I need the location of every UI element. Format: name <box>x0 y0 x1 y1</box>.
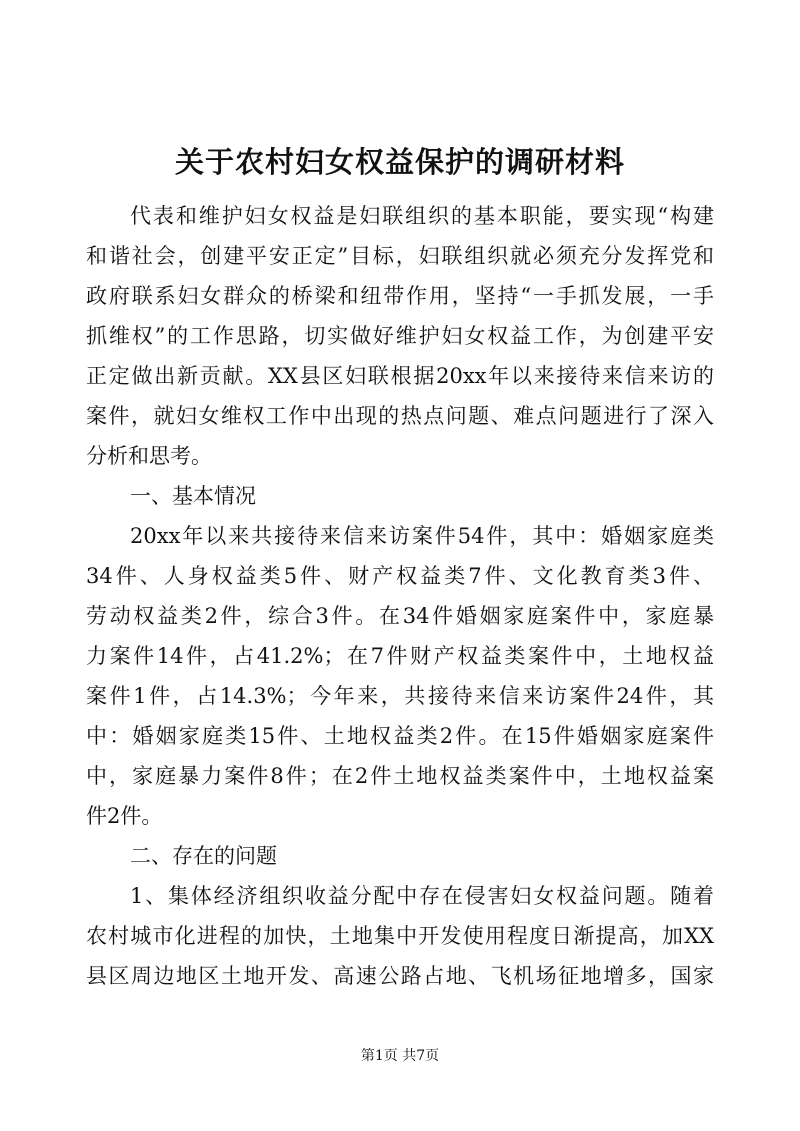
paragraph-line: 件2件。 <box>86 804 163 828</box>
paragraph-line: 抓维权”的工作思路，切实做好维护妇女权益工作，为创建平安 <box>86 324 714 348</box>
paragraph-line: 案件1件，占14.3%；今年来，共接待来信来访案件24件，其 <box>86 684 714 708</box>
document-title: 关于农村妇女权益保护的调研材料 <box>174 145 625 179</box>
paragraph-line: 正定做出新贡献。XX县区妇联根据20xx年以来接待来信来访的 <box>86 364 714 388</box>
paragraph-line: 县区周边地区土地开发、高速公路占地、飞机场征地增多，国家 <box>86 964 714 988</box>
paragraph-line: 20xx年以来共接待来信来访案件54件，其中：婚姻家庭类 <box>130 524 714 548</box>
paragraph-line: 和谐社会，创建平安正定”目标，妇联组织就必须充分发挥党和 <box>86 244 714 268</box>
paragraph-line: 政府联系妇女群众的桥梁和纽带作用，坚持“一手抓发展，一手 <box>86 284 714 308</box>
document-body <box>86 196 714 996</box>
paragraph-line: 力案件14件，占41.2%；在7件财产权益类案件中，土地权益 <box>86 644 714 668</box>
paragraph-line: 代表和维护妇女权益是妇联组织的基本职能，要实现“构建 <box>130 204 714 228</box>
paragraph-line: 分析和思考。 <box>86 444 212 468</box>
paragraph-line: 1、集体经济组织收益分配中存在侵害妇女权益问题。随着 <box>130 884 714 908</box>
paragraph-line: 农村城市化进程的加快，土地集中开发使用程度日渐提高，加XX <box>86 924 714 948</box>
section-heading: 二、存在的问题 <box>130 844 277 868</box>
section-heading: 一、基本情况 <box>130 484 256 508</box>
paragraph-line: 34件、人身权益类5件、财产权益类7件、文化教育类3件、 <box>86 564 714 588</box>
paragraph-line: 劳动权益类2件，综合3件。在34件婚姻家庭案件中，家庭暴 <box>86 604 714 628</box>
paragraph-line: 中，家庭暴力案件8件；在2件土地权益类案件中，土地权益案 <box>86 764 714 788</box>
page-number-footer: 第1页 共7页 <box>360 1048 440 1064</box>
paragraph-line: 案件，就妇女维权工作中出现的热点问题、难点问题进行了深入 <box>86 404 714 428</box>
paragraph-line: 中：婚姻家庭类15件、土地权益类2件。在15件婚姻家庭案件 <box>86 724 714 748</box>
